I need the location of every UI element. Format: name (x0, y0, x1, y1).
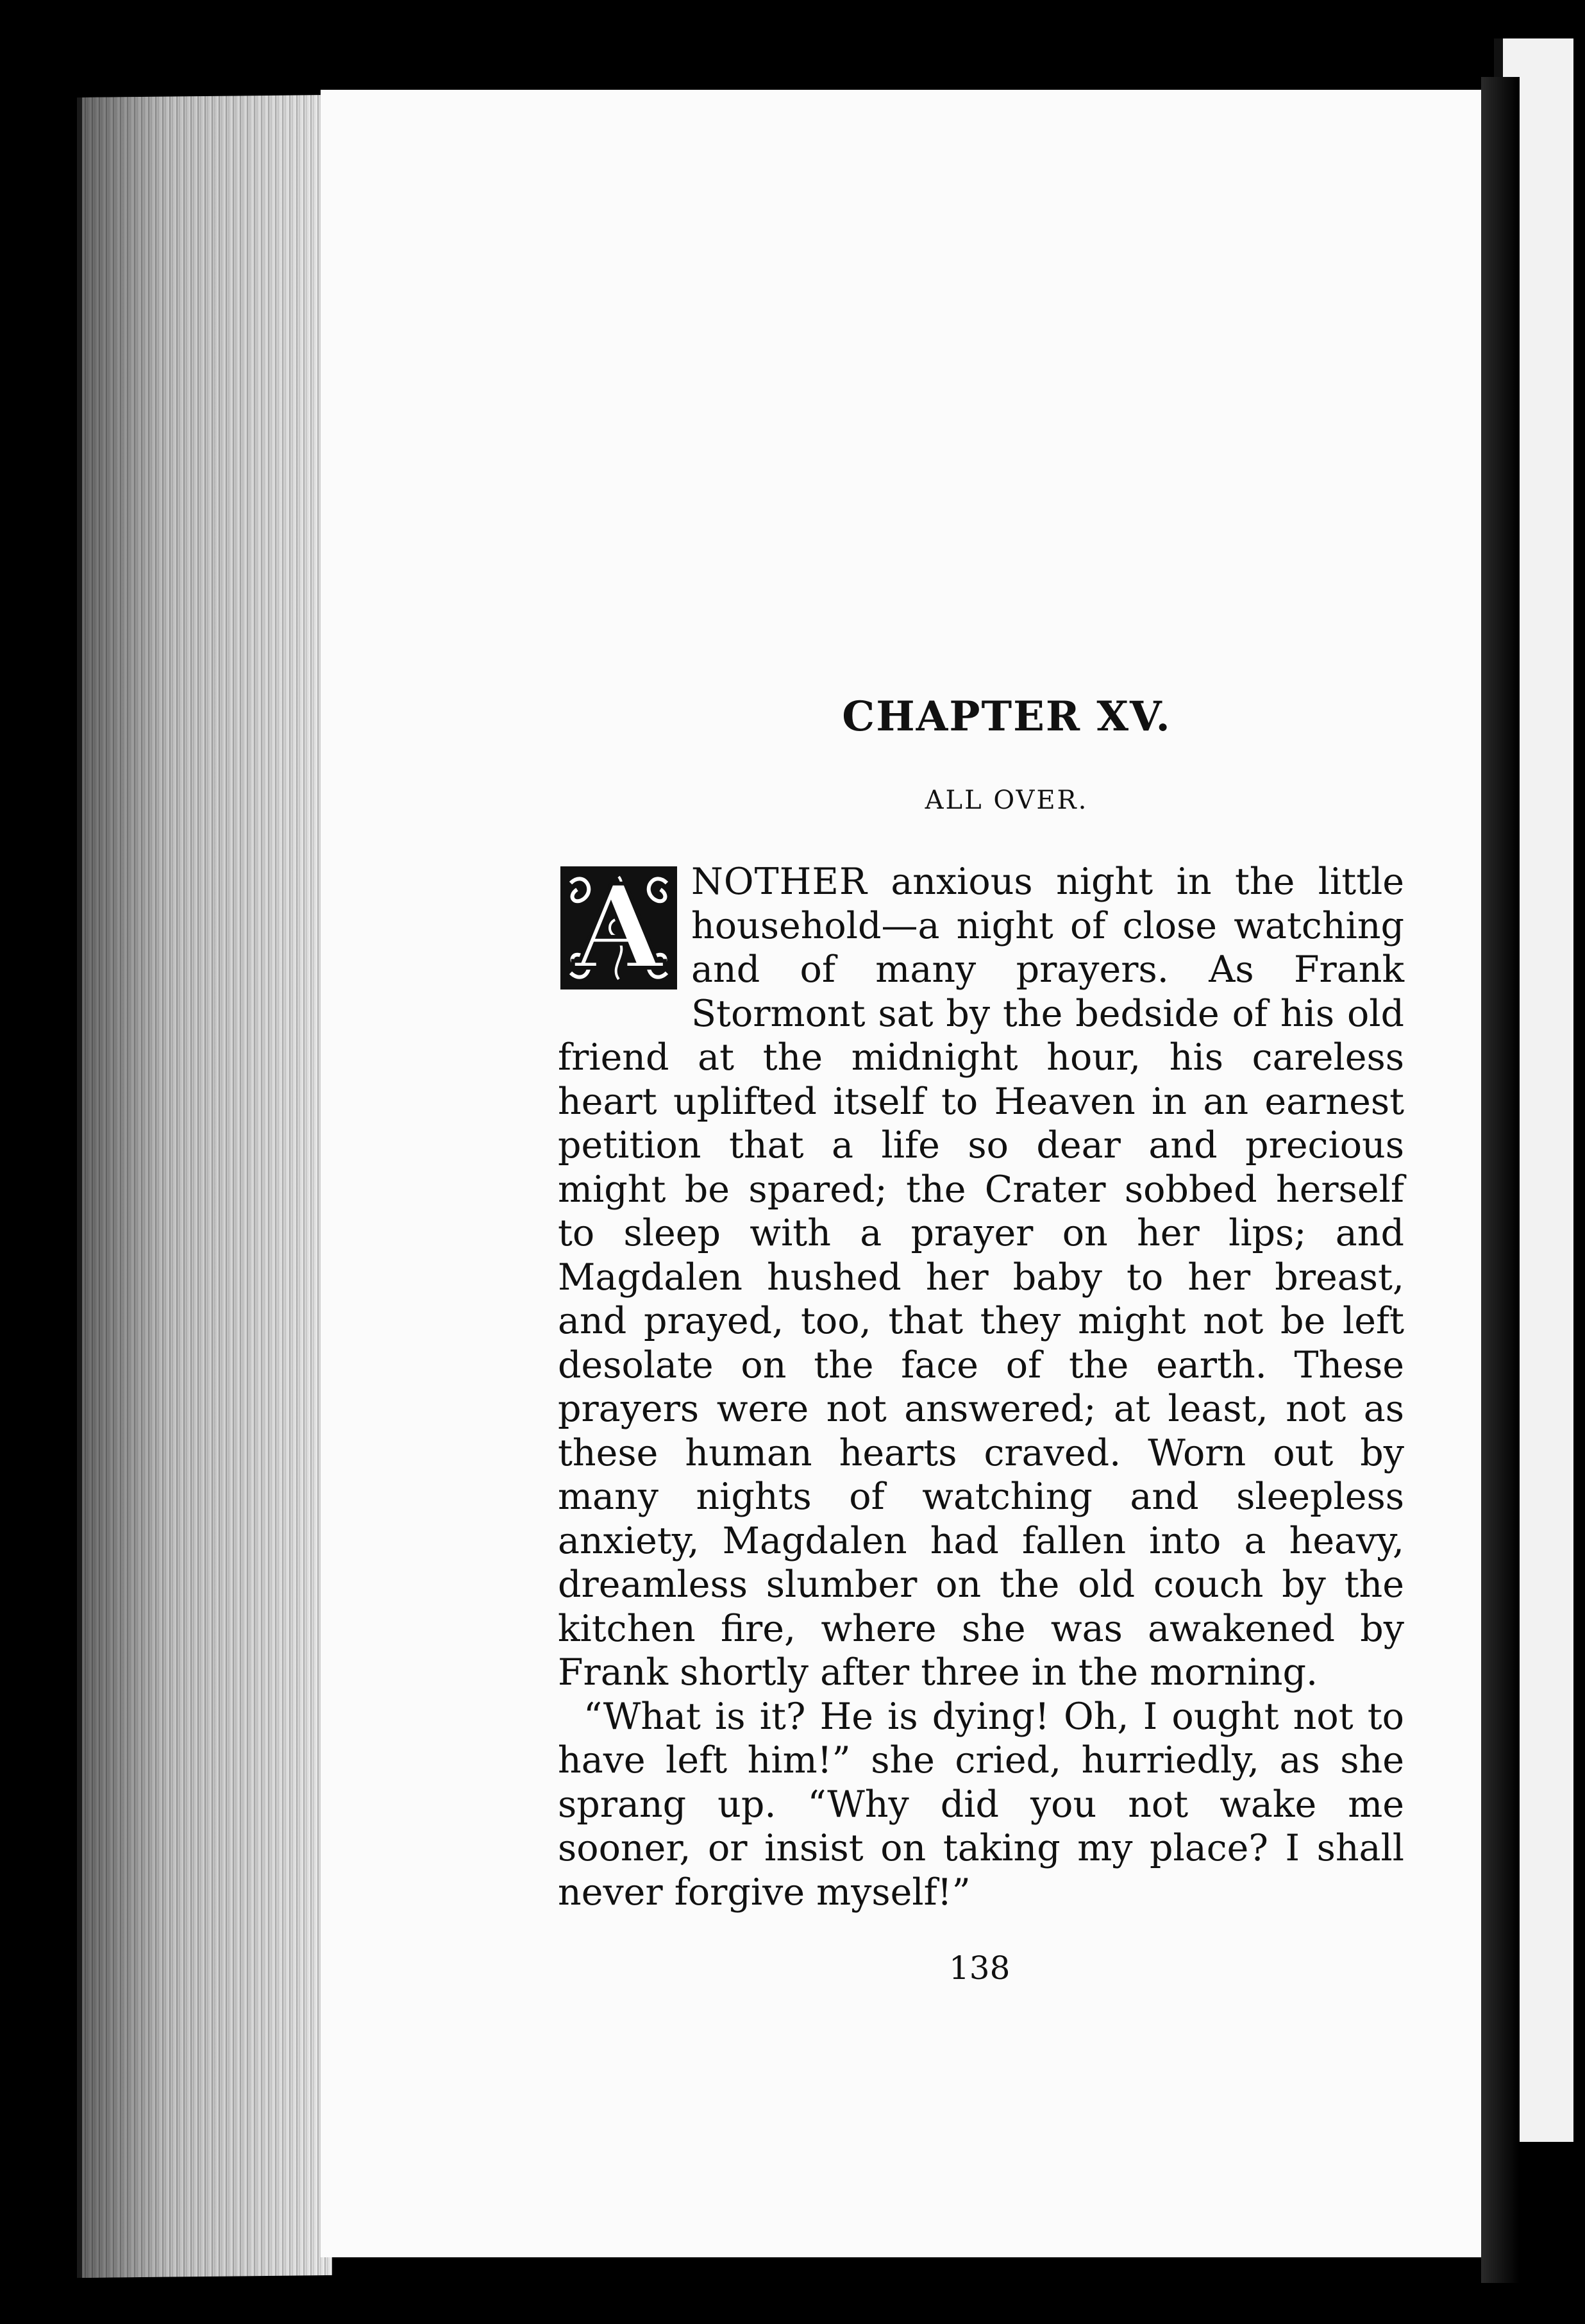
chapter-title: CHAPTER XV. (842, 693, 1171, 741)
dropcap-letter: A (574, 860, 664, 995)
book-page-edges (77, 95, 332, 2278)
floral-initial-icon (558, 860, 680, 995)
paragraph-1 (558, 860, 1404, 1695)
paragraph-1-opening-word: NOTHER (691, 861, 868, 903)
paragraph-2: “What is it? He is dying! Oh, I ought not to have left him!” she cried, hurriedly, as she sprang up. “Why did you not wake me sooner, or insist on taking my place? I shall never forgive myself!” (558, 1695, 1404, 1914)
page-text-block (558, 693, 1404, 1914)
gutter-shadow (1481, 77, 1520, 2283)
paragraph-1-text: anxious night in the little household—a night of close watching and of many prayers. As Frank Stormont sat by the bedside of his old friend at the midnight hour, his careless heart uplifted itself to Heaven in an earnest petition that a life so dear and precious might be spared; the Crater sobbed herself to sleep with a prayer on her lips; and Magdalen hushed her baby to her breast, and prayed, too, that they might not be left desolate on the face of the earth. These prayers were not answered; at least, not as these human hearts craved. Worn out by many nights of watching and sleepless anxiety, Magdalen had fallen into a heavy, dreamless slumber on the old couch by the kitchen fire, where she was awakened by Frank shortly after three in the morning. (558, 861, 1405, 1694)
chapter-subtitle: ALL OVER. (925, 786, 1089, 815)
page-number: 138 (949, 1949, 1011, 1987)
